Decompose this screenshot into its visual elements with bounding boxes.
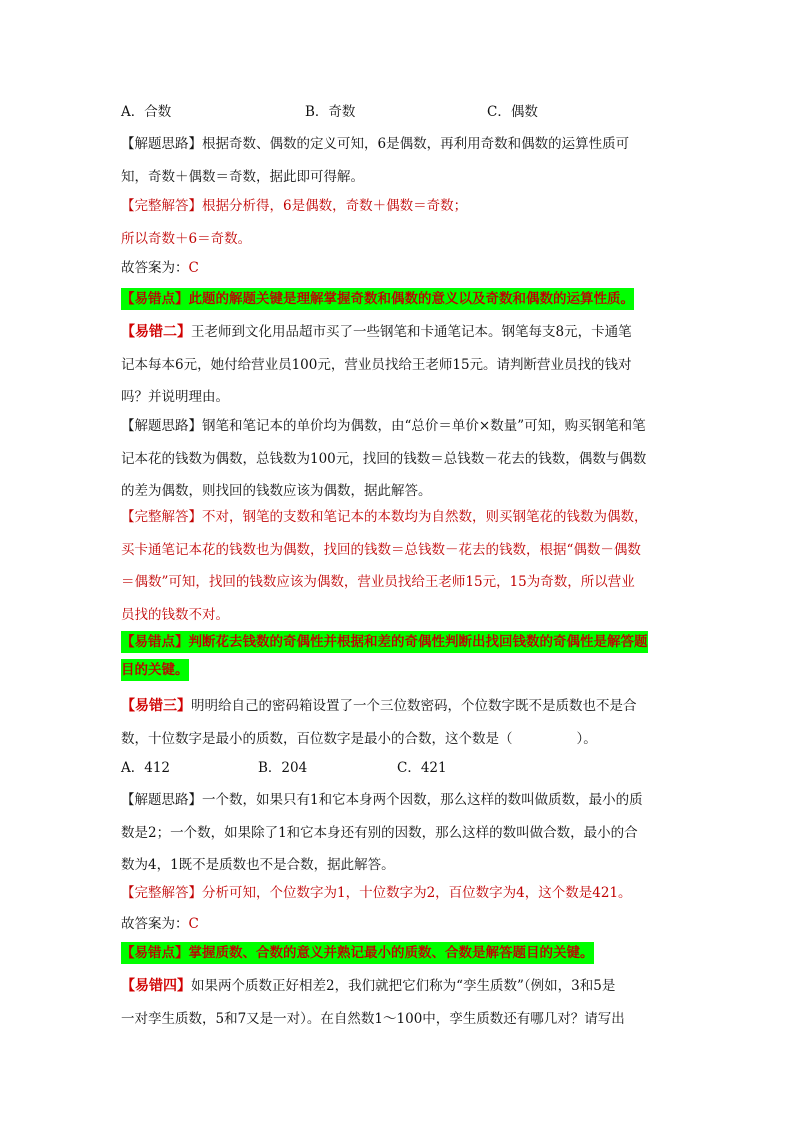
tip-text: 目的关键。 bbox=[121, 659, 189, 681]
thinking-text: 根据奇数、偶数的定义可知，6是偶数，再利用奇数和偶数的运算性质可 bbox=[202, 136, 630, 152]
tip-text: 【易错点】判断花去钱数的奇偶性并根据和差的奇偶性判断出找回钱数的奇偶性是解答题 bbox=[121, 631, 648, 653]
q1-tip bbox=[121, 288, 634, 310]
q1-final-answer bbox=[121, 252, 677, 285]
option-a: A．合数 bbox=[121, 104, 172, 120]
final-value: C bbox=[188, 916, 199, 932]
question-text: ）。 bbox=[576, 730, 597, 747]
thinking-text: 数为4，1既不是质数也不是合数，据此解答。 bbox=[121, 857, 395, 873]
answer-text: 员找的钱数不对。 bbox=[121, 606, 229, 623]
question-label: 【易错二】 bbox=[121, 324, 191, 340]
question-text: 吗？并说明理由。 bbox=[121, 389, 229, 405]
question-label: 【易错四】 bbox=[121, 978, 191, 994]
q2-thinking bbox=[121, 410, 677, 508]
question-text: 如果两个质数正好相差2，我们就把它们称为“孪生质数”（例如，3和5是 bbox=[191, 978, 616, 994]
q3-thinking bbox=[121, 784, 677, 882]
option-a: A．412 bbox=[121, 760, 171, 776]
option-b: B．奇数 bbox=[305, 104, 356, 120]
option-c: C．421 bbox=[397, 760, 447, 776]
thinking-text: 一个数，如果只有1和它本身两个因数，那么这样的数叫做质数，最小的质 bbox=[202, 792, 643, 808]
q1-answer bbox=[121, 190, 677, 255]
answer-text: 买卡通笔记本花的钱数也为偶数，找回的钱数＝总钱数－花去的钱数，根据“偶数－偶数 bbox=[121, 541, 641, 558]
thinking-text: 记本花的钱数为偶数，总钱数为100元，找回的钱数＝总钱数－花去的钱数，偶数与偶数 bbox=[121, 450, 647, 467]
answer-text: 根据分析得，6是偶数，奇数＋偶数＝奇数； bbox=[202, 198, 468, 214]
question-text: 数，十位数字是最小的质数，百位数字是最小的合数，这个数是（ bbox=[121, 730, 513, 747]
answer-label: 【完整解答】 bbox=[121, 509, 202, 525]
thinking-text: 的差为偶数，则找回的钱数应该为偶数，据此解答。 bbox=[121, 483, 432, 499]
question-text: 明明给自己的密码箱设置了一个三位数密码，个位数字既不是质数也不是合 bbox=[191, 698, 637, 714]
thinking-text: 知，奇数＋偶数＝奇数，据此即可得解。 bbox=[121, 168, 364, 185]
q3-answer bbox=[121, 877, 677, 910]
tip-text: 【易错点】掌握质数、合数的意义并熟记最小的质数、合数是解答题目的关键。 bbox=[121, 942, 594, 964]
thinking-text: 钢笔和笔记本的单价均为偶数，由“总价＝单价×数量”可知，购买钢笔和笔 bbox=[202, 418, 646, 434]
final-value: C bbox=[188, 260, 199, 276]
option-c: C．偶数 bbox=[487, 104, 538, 120]
thinking-label: 【解题思路】 bbox=[121, 418, 202, 434]
question-text: 记本每本6元，她付给营业员100元，营业员找给王老师15元。请判断营业员找的钱对 bbox=[121, 356, 632, 373]
option-b: B．204 bbox=[258, 760, 308, 776]
answer-label: 【完整解答】 bbox=[121, 885, 202, 901]
q4-question bbox=[121, 970, 677, 1035]
q3-final-answer bbox=[121, 908, 677, 941]
q2-tip bbox=[121, 631, 648, 653]
answer-text: 分析可知，个位数字为1，十位数字为2，百位数字为4，这个数是421。 bbox=[202, 885, 632, 901]
thinking-label: 【解题思路】 bbox=[121, 792, 202, 808]
q2-tip-continued bbox=[121, 659, 189, 681]
final-prefix: 故答案为： bbox=[121, 260, 189, 276]
q2-answer bbox=[121, 501, 677, 631]
thinking-label: 【解题思路】 bbox=[121, 136, 202, 152]
final-prefix: 故答案为： bbox=[121, 916, 189, 932]
q3-question bbox=[121, 690, 677, 755]
answer-label: 【完整解答】 bbox=[121, 198, 202, 214]
answer-text: 所以奇数＋6＝奇数。 bbox=[121, 230, 252, 247]
thinking-text: 数是2；一个数，如果除了1和它本身还有别的因数，那么这样的数叫做合数，最小的合 bbox=[121, 824, 638, 841]
question-label: 【易错三】 bbox=[121, 698, 191, 714]
tip-text: 【易错点】此题的解题关键是理解掌握奇数和偶数的意义以及奇数和偶数的运算性质。 bbox=[121, 288, 634, 310]
question-text: 王老师到文化用品超市买了一些钢笔和卡通笔记本。钢笔每支8元，卡通笔 bbox=[191, 324, 632, 340]
q1-thinking bbox=[121, 128, 677, 193]
q2-question bbox=[121, 316, 677, 414]
answer-text: 不对，钢笔的支数和笔记本的本数均为自然数，则买钢笔花的钱数为偶数， bbox=[202, 509, 648, 525]
answer-text: ＝偶数”可知，找回的钱数应该为偶数，营业员找给王老师15元，15为奇数，所以营业 bbox=[121, 574, 635, 590]
q3-tip bbox=[121, 942, 594, 964]
question-text: 一对孪生质数，5和7又是一对）。在自然数1～100中，孪生质数还有哪几对？请写出 bbox=[121, 1010, 625, 1027]
